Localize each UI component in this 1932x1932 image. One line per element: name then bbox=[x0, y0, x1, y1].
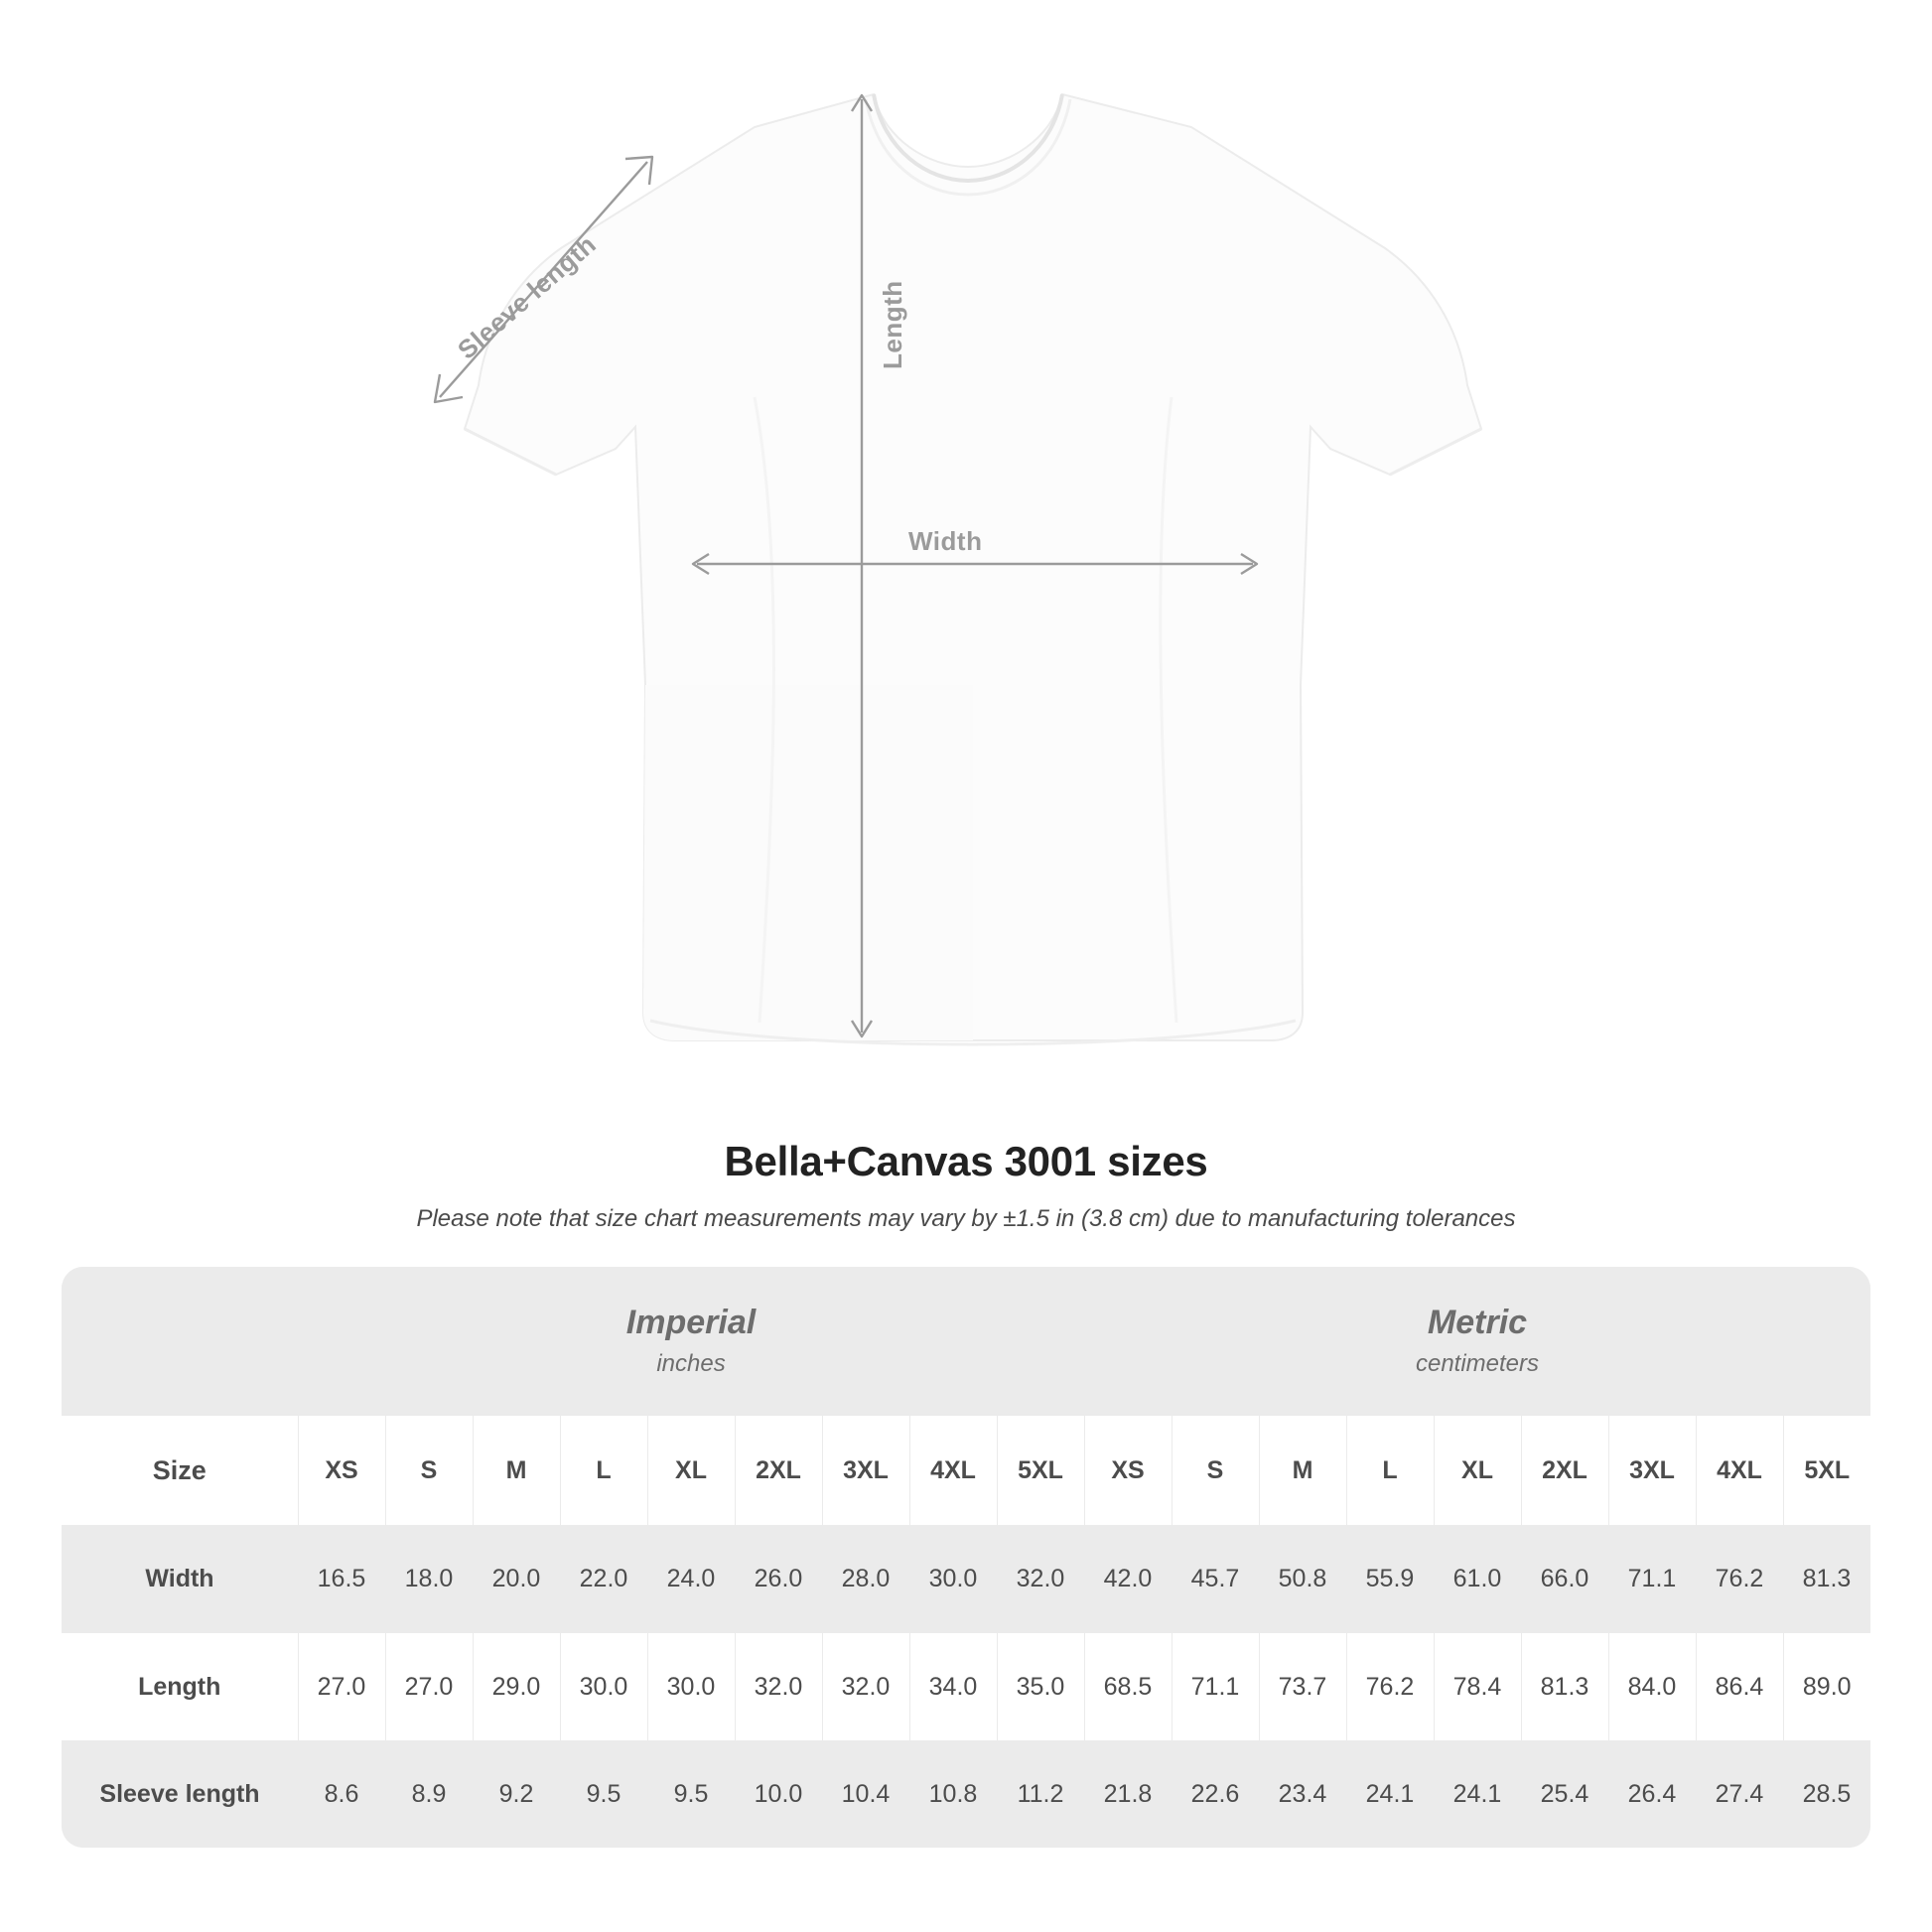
size-header-cell: Size bbox=[62, 1416, 298, 1525]
size-header-l-imperial: L bbox=[560, 1416, 647, 1525]
unit-header-spacer bbox=[62, 1267, 298, 1416]
cell-sleeve-s-metric: 22.6 bbox=[1172, 1740, 1259, 1848]
table-row-width bbox=[62, 1525, 1870, 1633]
cell-length-3xl-metric: 84.0 bbox=[1608, 1633, 1696, 1741]
cell-sleeve-m-metric: 23.4 bbox=[1259, 1740, 1346, 1848]
size-header-xs-metric: XS bbox=[1084, 1416, 1172, 1525]
page-title: Bella+Canvas 3001 sizes bbox=[724, 1138, 1208, 1184]
cell-length-s-imperial: 27.0 bbox=[385, 1633, 473, 1741]
cell-sleeve-3xl-imperial: 10.4 bbox=[822, 1740, 909, 1848]
title-block bbox=[0, 1138, 1932, 1233]
size-header-5xl-metric: 5XL bbox=[1783, 1416, 1870, 1525]
cell-width-s-imperial: 18.0 bbox=[385, 1525, 473, 1633]
sleeve-length-label: Sleeve length bbox=[452, 228, 603, 365]
cell-width-3xl-imperial: 28.0 bbox=[822, 1525, 909, 1633]
cell-width-m-imperial: 20.0 bbox=[473, 1525, 560, 1633]
cell-length-2xl-imperial: 32.0 bbox=[735, 1633, 822, 1741]
cell-width-xl-metric: 61.0 bbox=[1434, 1525, 1521, 1633]
cell-length-m-metric: 73.7 bbox=[1259, 1633, 1346, 1741]
cell-sleeve-l-imperial: 9.5 bbox=[560, 1740, 647, 1848]
unit-header-imperial bbox=[298, 1267, 1084, 1416]
cell-length-xl-metric: 78.4 bbox=[1434, 1633, 1521, 1741]
cell-length-m-imperial: 29.0 bbox=[473, 1633, 560, 1741]
cell-length-3xl-imperial: 32.0 bbox=[822, 1633, 909, 1741]
size-header-3xl-metric: 3XL bbox=[1608, 1416, 1696, 1525]
cell-sleeve-4xl-metric: 27.4 bbox=[1696, 1740, 1783, 1848]
size-header-5xl-imperial: 5XL bbox=[997, 1416, 1084, 1525]
cell-length-2xl-metric: 81.3 bbox=[1521, 1633, 1608, 1741]
cell-width-2xl-metric: 66.0 bbox=[1521, 1525, 1608, 1633]
size-header-m-imperial: M bbox=[473, 1416, 560, 1525]
cell-length-4xl-metric: 86.4 bbox=[1696, 1633, 1783, 1741]
table-row-length bbox=[62, 1633, 1870, 1741]
cell-width-4xl-metric: 76.2 bbox=[1696, 1525, 1783, 1633]
cell-sleeve-xs-imperial: 8.6 bbox=[298, 1740, 385, 1848]
size-header-s-imperial: S bbox=[385, 1416, 473, 1525]
cell-length-5xl-imperial: 35.0 bbox=[997, 1633, 1084, 1741]
cell-length-l-imperial: 30.0 bbox=[560, 1633, 647, 1741]
size-header-row bbox=[62, 1416, 1870, 1525]
cell-width-m-metric: 50.8 bbox=[1259, 1525, 1346, 1633]
cell-sleeve-l-metric: 24.1 bbox=[1346, 1740, 1434, 1848]
size-header-3xl-imperial: 3XL bbox=[822, 1416, 909, 1525]
unit-name-metric: Metric bbox=[1427, 1304, 1528, 1342]
cell-sleeve-xs-metric: 21.8 bbox=[1084, 1740, 1172, 1848]
cell-width-5xl-imperial: 32.0 bbox=[997, 1525, 1084, 1633]
cell-length-xl-imperial: 30.0 bbox=[647, 1633, 735, 1741]
cell-sleeve-2xl-imperial: 10.0 bbox=[735, 1740, 822, 1848]
tshirt-shape bbox=[465, 94, 1481, 1044]
cell-sleeve-2xl-metric: 25.4 bbox=[1521, 1740, 1608, 1848]
cell-length-xs-imperial: 27.0 bbox=[298, 1633, 385, 1741]
unit-header-row bbox=[62, 1267, 1870, 1416]
size-header-xl-metric: XL bbox=[1434, 1416, 1521, 1525]
unit-sub-metric: centimeters bbox=[1415, 1349, 1540, 1377]
cell-width-4xl-imperial: 30.0 bbox=[909, 1525, 997, 1633]
cell-sleeve-xl-metric: 24.1 bbox=[1434, 1740, 1521, 1848]
cell-width-2xl-imperial: 26.0 bbox=[735, 1525, 822, 1633]
unit-name-imperial: Imperial bbox=[625, 1304, 757, 1342]
cell-sleeve-5xl-metric: 28.5 bbox=[1783, 1740, 1870, 1848]
cell-sleeve-xl-imperial: 9.5 bbox=[647, 1740, 735, 1848]
size-header-s-metric: S bbox=[1172, 1416, 1259, 1525]
cell-sleeve-m-imperial: 9.2 bbox=[473, 1740, 560, 1848]
cell-width-xs-metric: 42.0 bbox=[1084, 1525, 1172, 1633]
cell-length-4xl-imperial: 34.0 bbox=[909, 1633, 997, 1741]
cell-width-s-metric: 45.7 bbox=[1172, 1525, 1259, 1633]
cell-width-l-imperial: 22.0 bbox=[560, 1525, 647, 1633]
row-label-sleeve-length: Sleeve length bbox=[62, 1740, 298, 1848]
tolerance-note: Please note that size chart measurements may vary by ±1.5 in (3.8 cm) due to manufacturing tolerances bbox=[416, 1205, 1516, 1232]
size-header-4xl-imperial: 4XL bbox=[909, 1416, 997, 1525]
unit-sub-imperial: inches bbox=[656, 1349, 726, 1377]
cell-sleeve-s-imperial: 8.9 bbox=[385, 1740, 473, 1848]
size-header-m-metric: M bbox=[1259, 1416, 1346, 1525]
size-header-2xl-metric: 2XL bbox=[1521, 1416, 1608, 1525]
size-header-2xl-imperial: 2XL bbox=[735, 1416, 822, 1525]
cell-length-5xl-metric: 89.0 bbox=[1783, 1633, 1870, 1741]
width-label: Width bbox=[908, 526, 983, 556]
unit-header-metric bbox=[1084, 1267, 1870, 1416]
row-label-length: Length bbox=[62, 1633, 298, 1741]
size-chart-table bbox=[62, 1267, 1870, 1848]
row-label-width: Width bbox=[62, 1525, 298, 1633]
cell-width-3xl-metric: 71.1 bbox=[1608, 1525, 1696, 1633]
size-chart-table-wrapper bbox=[62, 1267, 1870, 1848]
cell-width-xl-imperial: 24.0 bbox=[647, 1525, 735, 1633]
cell-width-5xl-metric: 81.3 bbox=[1783, 1525, 1870, 1633]
table-row-sleeve-length bbox=[62, 1740, 1870, 1848]
cell-sleeve-5xl-imperial: 11.2 bbox=[997, 1740, 1084, 1848]
size-header-l-metric: L bbox=[1346, 1416, 1434, 1525]
length-label: Length bbox=[878, 280, 907, 369]
size-header-4xl-metric: 4XL bbox=[1696, 1416, 1783, 1525]
cell-length-s-metric: 71.1 bbox=[1172, 1633, 1259, 1741]
cell-length-l-metric: 76.2 bbox=[1346, 1633, 1434, 1741]
cell-sleeve-3xl-metric: 26.4 bbox=[1608, 1740, 1696, 1848]
size-header-xs-imperial: XS bbox=[298, 1416, 385, 1525]
cell-width-xs-imperial: 16.5 bbox=[298, 1525, 385, 1633]
cell-sleeve-4xl-imperial: 10.8 bbox=[909, 1740, 997, 1848]
cell-width-l-metric: 55.9 bbox=[1346, 1525, 1434, 1633]
cell-length-xs-metric: 68.5 bbox=[1084, 1633, 1172, 1741]
size-header-xl-imperial: XL bbox=[647, 1416, 735, 1525]
